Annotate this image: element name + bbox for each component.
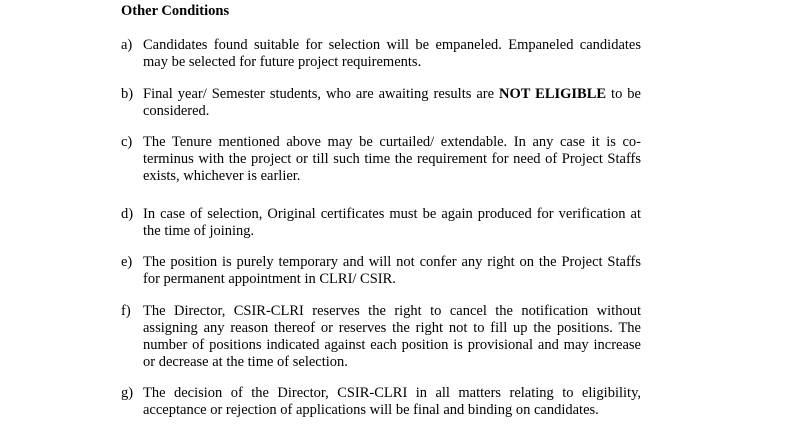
item-marker: a)	[121, 37, 133, 53]
item-text: In case of selection, Original certificates must be again produced for verification at the time of joining.	[143, 206, 641, 239]
item-marker: f)	[121, 303, 131, 319]
item-text: Candidates found suitable for selection will be empaneled. Empaneled candidates may be selected for future project requirements.	[143, 37, 641, 70]
item-text: The Tenure mentioned above may be curtailed/ extendable. In any case it is co-terminus with the project or till such time the requirement for need of Project Staffs exists, whichever is earlier.	[143, 134, 641, 184]
condition-item-b	[121, 86, 641, 120]
condition-item-a	[121, 37, 641, 71]
item-text: The decision of the Director, CSIR-CLRI in all matters relating to eligibility, acceptance or rejection of applications will be final and binding on candidates.	[143, 385, 641, 418]
item-text: The position is purely temporary and will not confer any right on the Project Staffs for permanent appointment in CLRI/ CSIR.	[143, 254, 641, 287]
item-marker: d)	[121, 206, 134, 222]
condition-item-e	[121, 254, 641, 288]
condition-item-f	[121, 303, 641, 371]
item-marker: c)	[121, 134, 133, 150]
item-text-start: Final year/ Semester students, who are awaiting results are	[143, 86, 500, 102]
condition-item-c	[121, 134, 641, 185]
not-eligible-emphasis: NOT ELIGIBLE	[499, 86, 607, 102]
item-text-end: to be considered.	[143, 86, 641, 119]
item-marker: b)	[121, 86, 134, 102]
item-marker: e)	[121, 254, 133, 270]
section-heading: Other Conditions	[121, 3, 230, 19]
item-marker: g)	[121, 385, 134, 401]
item-text: The Director, CSIR-CLRI reserves the right to cancel the notification without assigning any reason thereof or reserves the right not to fill up the positions. The number of positions indicated against each position is provisional and may increase or decrease at the time of selection.	[143, 303, 641, 370]
condition-item-d	[121, 206, 641, 240]
item-text	[143, 86, 641, 120]
condition-item-g	[121, 385, 641, 419]
